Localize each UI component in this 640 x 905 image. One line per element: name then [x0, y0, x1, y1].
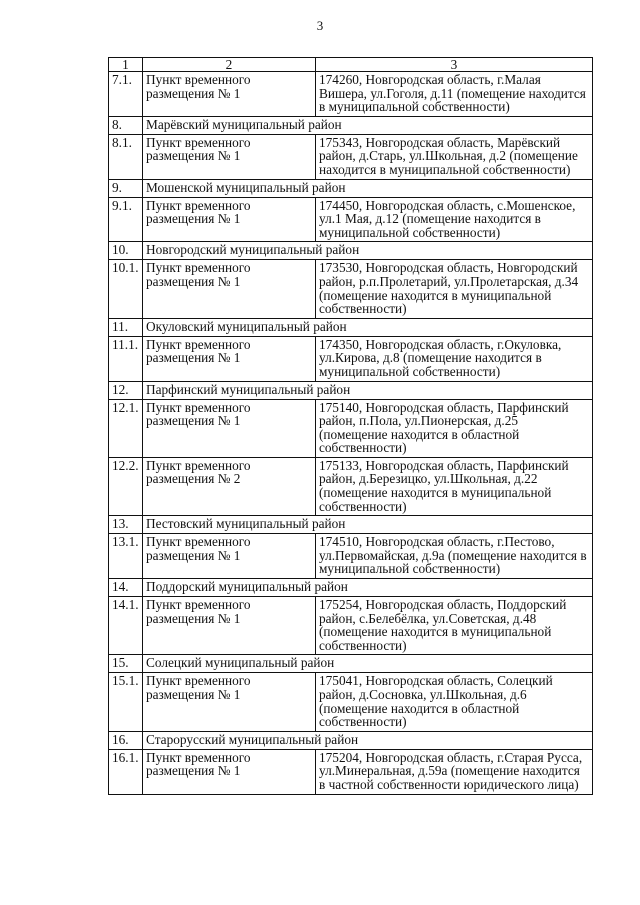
- point-address: 174350, Новгородская область, г.Окуловка, ул.Кирова, д.8 (помещение находится в муниципальной собственности): [316, 336, 593, 381]
- column-header-3: 3: [316, 58, 593, 72]
- point-number: 10.1.: [109, 260, 143, 318]
- district-name: Солецкий муниципальный район: [143, 655, 593, 673]
- district-number: 15.: [109, 655, 143, 673]
- point-address: 174450, Новгородская область, с.Мошенское, ул.1 Мая, д.12 (помещение находится в муниципальной собственности): [316, 197, 593, 242]
- table-row: [109, 72, 593, 117]
- district-row: [109, 242, 593, 260]
- district-name: Новгородский муниципальный район: [143, 242, 593, 260]
- table-row: [109, 749, 593, 794]
- point-name: Пункт временного размещения № 1: [143, 749, 316, 794]
- point-number: 16.1.: [109, 749, 143, 794]
- point-address: 174260, Новгородская область, г.Малая Вишера, ул.Гоголя, д.11 (помещение находится в муниципальной собственности): [316, 72, 593, 117]
- district-name: Окуловский муниципальный район: [143, 318, 593, 336]
- point-number: 15.1.: [109, 673, 143, 731]
- district-row: [109, 179, 593, 197]
- point-address: 175140, Новгородская область, Парфинский район, п.Пола, ул.Пионерская, д.25 (помещение находится в областной собственности): [316, 399, 593, 457]
- point-address: 175133, Новгородская область, Парфинский район, д.Березицко, ул.Школьная, д.22 (помещение находится в муниципальной собственности): [316, 457, 593, 515]
- table-row: [109, 597, 593, 655]
- table-row: [109, 197, 593, 242]
- point-address: 173530, Новгородская область, Новгородский район, р.п.Пролетарий, ул.Пролетарская, д.34 (помещение находится в муниципальной собственности): [316, 260, 593, 318]
- district-name: Парфинский муниципальный район: [143, 381, 593, 399]
- point-number: 8.1.: [109, 134, 143, 179]
- point-name: Пункт временного размещения № 1: [143, 260, 316, 318]
- point-address: 175343, Новгородская область, Марёвский район, д.Старь, ул.Школьная, д.2 (помещение находится в муниципальной собственности): [316, 134, 593, 179]
- district-number: 12.: [109, 381, 143, 399]
- column-header-2: 2: [143, 58, 316, 72]
- district-number: 10.: [109, 242, 143, 260]
- district-number: 8.: [109, 116, 143, 134]
- district-row: [109, 516, 593, 534]
- point-number: 13.1.: [109, 534, 143, 579]
- district-number: 16.: [109, 731, 143, 749]
- district-row: [109, 318, 593, 336]
- table-row: [109, 534, 593, 579]
- point-name: Пункт временного размещения № 1: [143, 336, 316, 381]
- point-name: Пункт временного размещения № 1: [143, 399, 316, 457]
- district-name: Поддорский муниципальный район: [143, 579, 593, 597]
- district-number: 13.: [109, 516, 143, 534]
- point-number: 9.1.: [109, 197, 143, 242]
- shelter-points-table: [108, 57, 593, 795]
- point-address: 175204, Новгородская область, г.Старая Русса, ул.Минеральная, д.59а (помещение находится в частной собственности юридического лица): [316, 749, 593, 794]
- district-row: [109, 655, 593, 673]
- district-number: 14.: [109, 579, 143, 597]
- page-number: 3: [316, 18, 324, 33]
- district-name: Старорусский муниципальный район: [143, 731, 593, 749]
- table-row: [109, 336, 593, 381]
- district-row: [109, 116, 593, 134]
- point-address: 174510, Новгородская область, г.Пестово, ул.Первомайская, д.9а (помещение находится в муниципальной собственности): [316, 534, 593, 579]
- table-header-row: [109, 58, 593, 72]
- district-name: Пестовский муниципальный район: [143, 516, 593, 534]
- district-row: [109, 579, 593, 597]
- table-row: [109, 134, 593, 179]
- point-address: 175041, Новгородская область, Солецкий район, д.Сосновка, ул.Школьная, д.6 (помещение находится в областной собственности): [316, 673, 593, 731]
- table-row: [109, 457, 593, 515]
- district-row: [109, 731, 593, 749]
- point-name: Пункт временного размещения № 2: [143, 457, 316, 515]
- district-name: Марёвский муниципальный район: [143, 116, 593, 134]
- column-header-1: 1: [109, 58, 143, 72]
- table-row: [109, 673, 593, 731]
- table-row: [109, 260, 593, 318]
- district-number: 11.: [109, 318, 143, 336]
- point-name: Пункт временного размещения № 1: [143, 134, 316, 179]
- point-address: 175254, Новгородская область, Поддорский район, с.Белебёлка, ул.Советская, д.48 (помещение находится в муниципальной собственности): [316, 597, 593, 655]
- district-name: Мошенской муниципальный район: [143, 179, 593, 197]
- point-number: 12.2.: [109, 457, 143, 515]
- point-name: Пункт временного размещения № 1: [143, 534, 316, 579]
- point-name: Пункт временного размещения № 1: [143, 673, 316, 731]
- point-number: 14.1.: [109, 597, 143, 655]
- point-number: 12.1.: [109, 399, 143, 457]
- district-row: [109, 381, 593, 399]
- point-number: 7.1.: [109, 72, 143, 117]
- point-name: Пункт временного размещения № 1: [143, 197, 316, 242]
- point-name: Пункт временного размещения № 1: [143, 597, 316, 655]
- point-name: Пункт временного размещения № 1: [143, 72, 316, 117]
- district-number: 9.: [109, 179, 143, 197]
- table-row: [109, 399, 593, 457]
- table-body: [109, 72, 593, 795]
- point-number: 11.1.: [109, 336, 143, 381]
